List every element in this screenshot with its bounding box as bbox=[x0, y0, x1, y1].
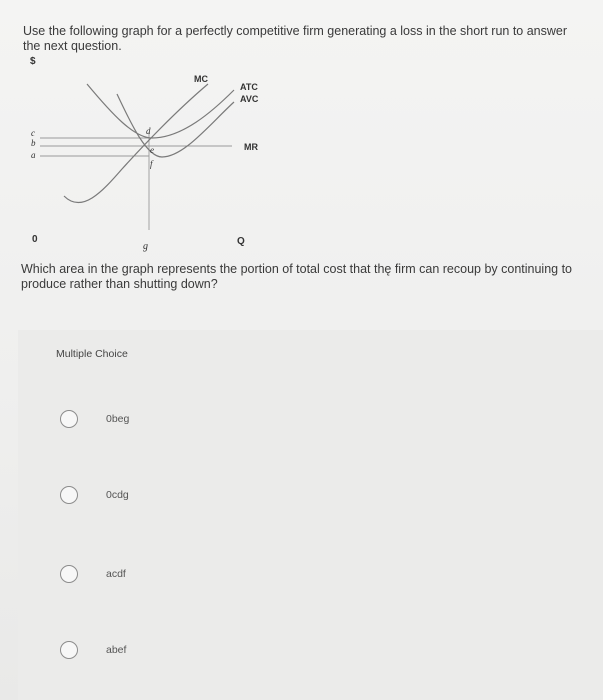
radio-button[interactable] bbox=[60, 486, 78, 504]
option-abef[interactable] bbox=[60, 641, 126, 659]
radio-button[interactable] bbox=[60, 565, 78, 583]
question-intro: Use the following graph for a perfectly competitive firm generating a loss in the short run to answer the next question. bbox=[23, 24, 568, 53]
radio-button[interactable] bbox=[60, 410, 78, 428]
option-label: acdf bbox=[106, 568, 126, 580]
mc-label: MC bbox=[194, 74, 208, 84]
cost-curves-graph bbox=[22, 54, 322, 254]
y-label-a: a bbox=[31, 150, 36, 160]
option-label: 0beg bbox=[106, 413, 130, 425]
option-0cdg[interactable] bbox=[60, 486, 129, 504]
mr-label: MR bbox=[244, 142, 258, 152]
atc-label: ATC bbox=[240, 82, 258, 92]
option-label: 0cdg bbox=[106, 489, 129, 501]
question-prompt: Which area in the graph represents the portion of total cost that thę firm can recoup by continuing to produce rather than shutting down? bbox=[21, 262, 573, 291]
point-label-d: d bbox=[146, 126, 151, 136]
option-acdf[interactable] bbox=[60, 565, 126, 583]
y-label-b: b bbox=[31, 138, 36, 148]
mc-curve bbox=[64, 84, 208, 203]
avc-label: AVC bbox=[240, 94, 259, 104]
atc-curve bbox=[87, 84, 234, 138]
radio-button[interactable] bbox=[60, 641, 78, 659]
x-point-label-g: g bbox=[143, 241, 148, 252]
option-0beg[interactable] bbox=[60, 410, 129, 428]
point-label-e: e bbox=[150, 145, 154, 155]
y-label-c: c bbox=[31, 128, 35, 138]
multiple-choice-title: Multiple Choice bbox=[56, 348, 128, 360]
x-axis-label: Q bbox=[237, 236, 245, 247]
point-label-f: f bbox=[150, 159, 153, 169]
avc-curve bbox=[117, 94, 234, 157]
y-axis-label: $ bbox=[30, 56, 36, 67]
option-label: abef bbox=[106, 644, 127, 656]
origin-label: 0 bbox=[32, 234, 38, 245]
